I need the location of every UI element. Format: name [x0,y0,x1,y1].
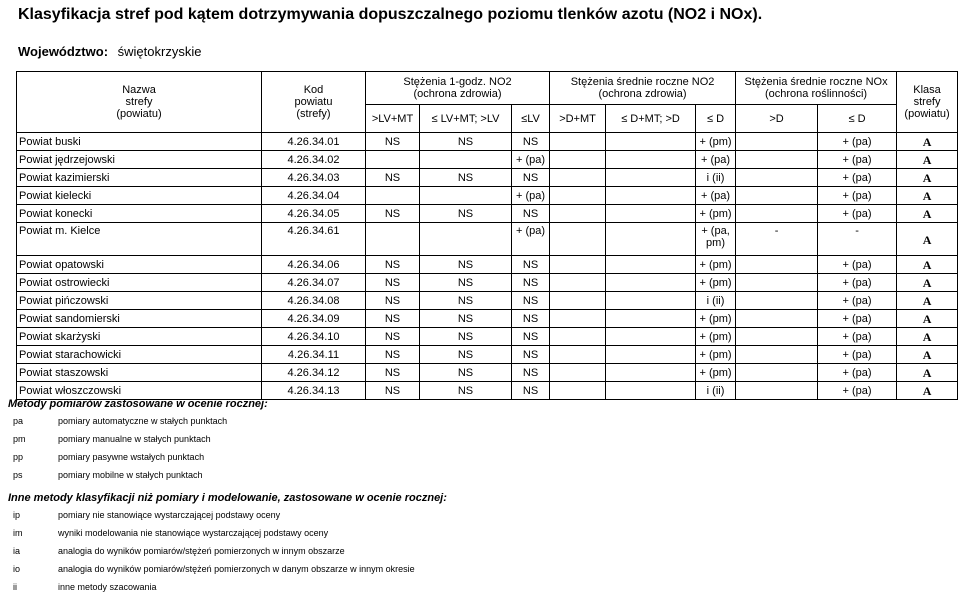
cell-zone-name: Powiat ostrowiecki [17,274,262,292]
cell-value [550,364,606,382]
cell-value: NS [512,133,550,151]
cell-value [366,223,420,256]
legend-description: pomiary automatyczne w stałych punktach [58,416,228,426]
cell-value [550,328,606,346]
cell-value: i (ii) [696,169,736,187]
cell-value: + (pm) [696,274,736,292]
cell-value: + (pa) [818,292,897,310]
cell-value: NS [366,328,420,346]
cell-value [550,292,606,310]
cell-value [736,274,818,292]
cell-zone-name: Powiat konecki [17,205,262,223]
cell-value: NS [420,169,512,187]
cell-zone-class: A [897,274,958,292]
cell-value [736,310,818,328]
subheader-cell: >D [736,105,818,133]
voivodeship-label: Województwo: [18,44,109,59]
header-group-1h-no2-l2: (ochrona zdrowia) [413,88,502,100]
cell-value: NS [366,346,420,364]
legend-item [8,582,447,600]
cell-zone-name: Powiat opatowski [17,256,262,274]
cell-value [606,133,696,151]
cell-zone-class: A [897,292,958,310]
legend-description: analogia do wyników pomiarów/stężeń pomierzonych w danym obszarze w innym okresie [58,564,415,574]
cell-value [736,292,818,310]
cell-value: NS [366,292,420,310]
cell-zone-name: Powiat jędrzejowski [17,151,262,169]
cell-value: i (ii) [696,292,736,310]
cell-zone-class: A [897,169,958,187]
table-row [17,169,958,187]
cell-value: NS [512,292,550,310]
cell-value [606,310,696,328]
legend-other-methods [8,492,447,600]
cell-value [550,205,606,223]
header-klasa-l2: strefy [913,96,941,108]
cell-zone-code: 4.26.34.08 [262,292,366,310]
table-row [17,382,958,400]
cell-value: NS [420,346,512,364]
cell-zone-name: Powiat kazimierski [17,169,262,187]
table-row [17,274,958,292]
header-klasa-l3: (powiatu) [904,108,950,120]
cell-zone-class: A [897,223,958,256]
cell-value: i (ii) [696,382,736,400]
cell-value: NS [512,346,550,364]
cell-value: NS [512,274,550,292]
cell-value: NS [366,256,420,274]
cell-zone-code: 4.26.34.06 [262,256,366,274]
table-body [17,133,958,400]
subheader-cell: ≤LV [512,105,550,133]
legend-item [8,510,447,528]
header-group-annual-nox-l2: (ochrona roślinności) [764,88,868,100]
cell-zone-name: Powiat pińczowski [17,292,262,310]
header-kod-l3: (strefy) [296,108,331,120]
cell-zone-code: 4.26.34.04 [262,187,366,205]
cell-value [420,151,512,169]
header-nazwa-l3: (powiatu) [116,108,162,120]
cell-value: NS [512,256,550,274]
cell-zone-name: Powiat m. Kielce [17,223,262,256]
cell-value: + (pm) [696,364,736,382]
cell-value [736,364,818,382]
cell-value [606,382,696,400]
cell-value: NS [366,364,420,382]
cell-value [550,223,606,256]
cell-value [550,346,606,364]
header-group-annual-nox-l1: Stężenia średnie roczne NOx [744,76,888,88]
header-group-annual-no2-l1: Stężenia średnie roczne NO2 [570,76,715,88]
classification-table [16,71,958,400]
cell-zone-name: Powiat buski [17,133,262,151]
legend-code: pm [13,434,26,444]
table-row [17,205,958,223]
cell-zone-class: A [897,256,958,274]
header-klasa [897,72,958,133]
cell-value: + (pm) [696,205,736,223]
header-nazwa-l2: strefy [125,96,153,108]
cell-value [736,187,818,205]
cell-value [606,169,696,187]
legend-item [8,416,268,434]
subheader-cell: ≤ D+MT; >D [606,105,696,133]
legend-code: io [13,564,21,574]
cell-zone-class: A [897,151,958,169]
legend-code: pp [13,452,24,462]
cell-value: + (pa) [818,256,897,274]
cell-value: NS [420,310,512,328]
cell-value: NS [420,133,512,151]
cell-zone-code: 4.26.34.03 [262,169,366,187]
cell-value [550,310,606,328]
cell-value: NS [512,205,550,223]
cell-zone-class: A [897,205,958,223]
cell-value [736,133,818,151]
cell-zone-code: 4.26.34.13 [262,382,366,400]
table-row [17,256,958,274]
legend-code: im [13,528,23,538]
cell-value: NS [366,274,420,292]
table-row [17,364,958,382]
cell-value [550,169,606,187]
subheader-cell: ≤ LV+MT; >LV [420,105,512,133]
cell-value [550,187,606,205]
cell-value: + (pa) [696,187,736,205]
cell-value: + (pa) [818,205,897,223]
cell-value: NS [420,364,512,382]
cell-zone-name: Powiat włoszczowski [17,382,262,400]
legend-description: wyniki modelowania nie stanowiące wystarczającej podstawy oceny [58,528,329,538]
cell-zone-class: A [897,187,958,205]
cell-zone-code: 4.26.34.01 [262,133,366,151]
cell-zone-code: 4.26.34.09 [262,310,366,328]
cell-value: NS [420,274,512,292]
legend-description: pomiary manualne w stałych punktach [58,434,211,444]
header-group-1h-no2 [366,72,550,105]
cell-value [550,133,606,151]
header-kod-l2: powiatu [294,96,333,108]
cell-value: + (pa) [818,310,897,328]
cell-value [736,169,818,187]
header-nazwa [17,72,262,133]
cell-value: + (pa) [818,274,897,292]
cell-zone-name: Powiat staszowski [17,364,262,382]
cell-value: NS [420,328,512,346]
cell-value: + (pa) [818,346,897,364]
cell-value [606,328,696,346]
cell-value: NS [512,364,550,382]
cell-value [606,346,696,364]
cell-zone-class: A [897,346,958,364]
subheader-cell: >LV+MT [366,105,420,133]
cell-value: NS [420,256,512,274]
cell-zone-name: Powiat kielecki [17,187,262,205]
legend-item [8,564,447,582]
cell-zone-code: 4.26.34.02 [262,151,366,169]
cell-value [606,292,696,310]
cell-value: + (pm) [696,346,736,364]
cell-value [606,151,696,169]
cell-value [366,151,420,169]
header-nazwa-l1: Nazwa [122,84,156,96]
legend-code: ia [13,546,21,556]
cell-value [550,151,606,169]
cell-value: NS [366,205,420,223]
page-title: Klasyfikacja stref pod kątem dotrzymywania dopuszczalnego poziomu tlenków azotu (NO2 i NOx). [18,6,763,23]
subheader-cell: >D+MT [550,105,606,133]
cell-value [736,205,818,223]
cell-zone-class: A [897,310,958,328]
header-klasa-l1: Klasa [913,84,941,96]
cell-value: NS [366,169,420,187]
voivodeship-row [18,44,201,59]
cell-value [420,223,512,256]
cell-zone-class: A [897,382,958,400]
cell-value [606,205,696,223]
table-row [17,346,958,364]
cell-value: + (pm) [696,133,736,151]
subheader-cell: ≤ D [696,105,736,133]
legend-measurement-list [8,416,268,488]
cell-value: + (pa) [818,364,897,382]
cell-value: + (pa) [818,133,897,151]
legend-item [8,528,447,546]
cell-value: + (pa) [512,223,550,256]
cell-value: + (pa) [818,151,897,169]
cell-zone-code: 4.26.34.61 [262,223,366,256]
cell-value: NS [512,310,550,328]
cell-zone-code: 4.26.34.12 [262,364,366,382]
table-row [17,133,958,151]
legend-description: pomiary mobilne w stałych punktach [58,470,203,480]
cell-zone-code: 4.26.34.11 [262,346,366,364]
cell-value [606,223,696,256]
cell-zone-code: 4.26.34.05 [262,205,366,223]
cell-value: + (pa, pm) [696,223,736,256]
cell-value [606,274,696,292]
cell-value [736,151,818,169]
cell-zone-class: A [897,328,958,346]
legend-measurement-methods [8,398,268,488]
header-kod-l1: Kod [303,84,324,96]
table-row [17,187,958,205]
header-group-1h-no2-l1: Stężenia 1-godz. NO2 [403,76,512,88]
cell-zone-class: A [897,364,958,382]
cell-value: + (pa) [512,187,550,205]
legend-description: pomiary pasywne wstałych punktach [58,452,205,462]
cell-value: NS [366,382,420,400]
cell-value [606,256,696,274]
legend-other-header: Inne metody klasyfikacji niż pomiary i modelowanie, zastosowane w ocenie rocznej: [8,492,447,504]
header-group-annual-nox [736,72,897,105]
cell-value: + (pa) [696,151,736,169]
cell-value [736,256,818,274]
cell-value: + (pm) [696,256,736,274]
cell-zone-name: Powiat sandomierski [17,310,262,328]
cell-zone-code: 4.26.34.07 [262,274,366,292]
cell-value: NS [366,310,420,328]
legend-description: pomiary nie stanowiące wystarczającej podstawy oceny [58,510,281,520]
cell-value: + (pa) [512,151,550,169]
table-row [17,310,958,328]
cell-value: + (pa) [818,169,897,187]
legend-item [8,546,447,564]
legend-code: ps [13,470,23,480]
cell-value: NS [512,382,550,400]
cell-value: NS [420,382,512,400]
cell-value: + (pa) [818,382,897,400]
legend-measurement-header: Metody pomiarów zastosowane w ocenie rocznej: [8,398,268,410]
cell-value: + (pa) [818,328,897,346]
legend-description: analogia do wyników pomiarów/stężeń pomierzonych w innym obszarze [58,546,345,556]
legend-code: ip [13,510,21,520]
cell-value: NS [420,205,512,223]
cell-value [550,274,606,292]
cell-value [550,256,606,274]
cell-value [736,346,818,364]
header-group-annual-no2 [550,72,736,105]
cell-value [606,187,696,205]
header-kod [262,72,366,133]
cell-zone-code: 4.26.34.10 [262,328,366,346]
cell-value: NS [512,328,550,346]
cell-value: NS [512,169,550,187]
cell-value: + (pm) [696,310,736,328]
legend-item [8,470,268,488]
subheader-cell: ≤ D [818,105,897,133]
legend-item [8,452,268,470]
cell-value: NS [366,133,420,151]
cell-value [366,187,420,205]
cell-value [606,364,696,382]
cell-value: - [736,223,818,256]
table-row [17,223,958,256]
cell-value: NS [420,292,512,310]
legend-description: inne metody szacowania [58,582,157,592]
cell-zone-name: Powiat starachowicki [17,346,262,364]
legend-code: pa [13,416,24,426]
table-row [17,292,958,310]
header-group-annual-no2-l2: (ochrona zdrowia) [598,88,687,100]
table-row [17,151,958,169]
cell-value [550,382,606,400]
cell-value: + (pa) [818,187,897,205]
cell-value [736,328,818,346]
legend-code: ii [13,582,17,592]
cell-value [420,187,512,205]
voivodeship-value: świętokrzyskie [117,44,202,59]
legend-other-list [8,510,447,600]
cell-zone-class: A [897,133,958,151]
legend-item [8,434,268,452]
cell-zone-name: Powiat skarżyski [17,328,262,346]
table-row [17,328,958,346]
cell-value: - [818,223,897,256]
cell-value [736,382,818,400]
cell-value: + (pm) [696,328,736,346]
